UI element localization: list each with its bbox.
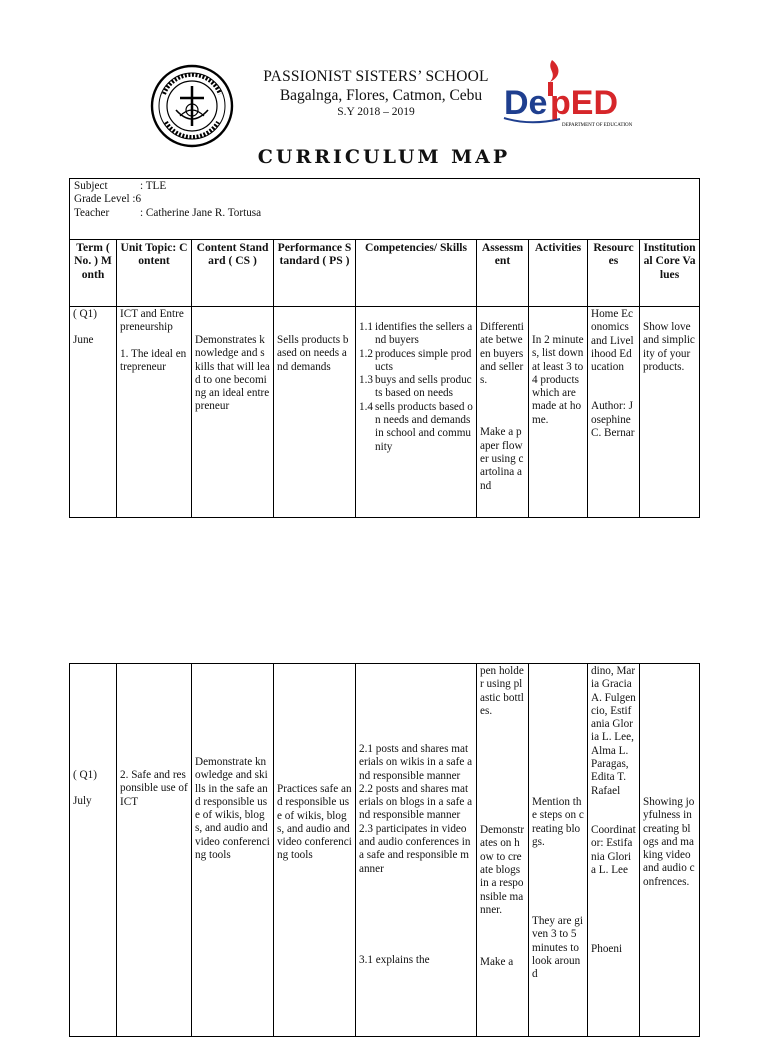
table-header-row — [70, 240, 700, 307]
resources: Coordinator: Estifania Gloria L. Lee — [591, 823, 636, 876]
activities: They are given 3 to 5 minutes to look around — [532, 915, 583, 981]
school-name: PASSIONIST SISTERS’ SCHOOL — [263, 68, 489, 85]
resources: Home Economics and Livelihood Education — [591, 308, 634, 374]
activities: In 2 minutes, list down at least 3 to 4 products which are made at home. — [532, 334, 584, 426]
list-item: 1.2 produces simple products — [359, 347, 472, 373]
competency-list — [359, 321, 473, 454]
core-values: Showing joyfulness in creating blogs and making video and audio confrences. — [643, 796, 695, 888]
teacher-line: Teacher : Catherine Jane R. Tortusa — [74, 206, 262, 219]
col-activities: Activities — [529, 240, 588, 307]
school-year: S.Y 2018 – 2019 — [337, 106, 415, 118]
curriculum-table-1 — [69, 178, 700, 518]
assessment: Make a — [480, 956, 514, 969]
performance-standard: Sells products based on needs and demands — [277, 334, 349, 373]
document-title: CURRICULUM MAP — [257, 146, 511, 168]
resources: Author: Josephine C. Bernar — [591, 400, 635, 440]
col-assessment: Assessment — [477, 240, 529, 307]
list-item: 3.1 explains the — [359, 953, 430, 966]
col-performance-standard: Performance Standard ( PS ) — [274, 240, 356, 307]
svg-text:DEPARTMENT OF EDUCATION: DEPARTMENT OF EDUCATION — [562, 123, 633, 128]
month: June — [73, 334, 94, 347]
term: ( Q1) — [73, 769, 97, 781]
unit-content: 1. The ideal entrepreneur — [120, 347, 187, 373]
content-standard: Demonstrate knowledge and skills in the safe and responsible use of wikis, blogs, and audio and video conferencing tools — [195, 756, 270, 862]
subject-line: Subject : TLE — [74, 180, 167, 192]
col-content-standard: Content Standard ( CS ) — [192, 240, 274, 307]
col-competencies: Competencies/ Skills — [356, 240, 477, 307]
school-seal-logo — [150, 64, 234, 148]
table-row — [70, 307, 700, 518]
term: ( Q1) — [73, 308, 97, 320]
list-item: 2.2 posts and shares materials on blogs in a safe and responsible manner — [359, 782, 473, 822]
assessment: Differentiate between buyers and sellers. — [480, 321, 524, 387]
resources: Phoeni — [591, 943, 623, 956]
col-core-values: Institutional Core Values — [640, 240, 700, 307]
list-item: 1.3 buys and sells products based on needs — [359, 374, 472, 400]
school-address: Bagalnga, Flores, Catmon, Cebu — [279, 87, 483, 104]
deped-logo — [500, 56, 633, 130]
unit-topic: 2. Safe and responsible use of ICT — [120, 769, 188, 808]
assessment: Demonstrates on how to create blogs in a responsible manner. — [480, 824, 525, 916]
list-item: 1.1 identifies the sellers and buyers — [359, 321, 473, 347]
col-term: Term ( No. ) Month — [70, 240, 117, 307]
list-item: 2.1 posts and shares materials on wikis in a safe and responsible manner — [359, 743, 473, 782]
assessment: pen holder using plastic bottles. — [480, 665, 524, 717]
svg-text:pED: pED — [550, 84, 618, 122]
unit-topic: ICT and Entrepreneurship — [120, 308, 184, 334]
month: July — [73, 795, 92, 808]
grade-line: Grade Level :6 — [74, 193, 142, 206]
svg-text:De: De — [504, 84, 548, 122]
assessment: Make a paper flower using cartolina and — [480, 426, 524, 492]
performance-standard: Practices safe and responsible use of wikis, blogs, and audio and video conferencing tools — [277, 783, 352, 862]
list-item: 2.3 participates in video and audio conferences in a safe and responsible manner — [359, 822, 471, 875]
content-standard: Demonstrates knowledge and skills that will lead to one becoming an ideal entrepreneur — [195, 334, 270, 413]
activities: Mention the steps on creating blogs. — [532, 796, 584, 848]
list-item: 1.4 sells products based on needs and demands in school and community — [359, 400, 473, 453]
resources: dino, Maria Gracia A. Fulgencio, Estifania Gloria L. Lee, Alma L. Paragas, Edita T. Rafael — [591, 665, 636, 797]
table-row — [70, 664, 700, 1037]
col-unit: Unit Topic: Content — [117, 240, 192, 307]
col-resources: Resources — [588, 240, 640, 307]
core-values: Show love and simplicity of your products. — [643, 321, 695, 373]
curriculum-table-2 — [69, 663, 700, 1037]
